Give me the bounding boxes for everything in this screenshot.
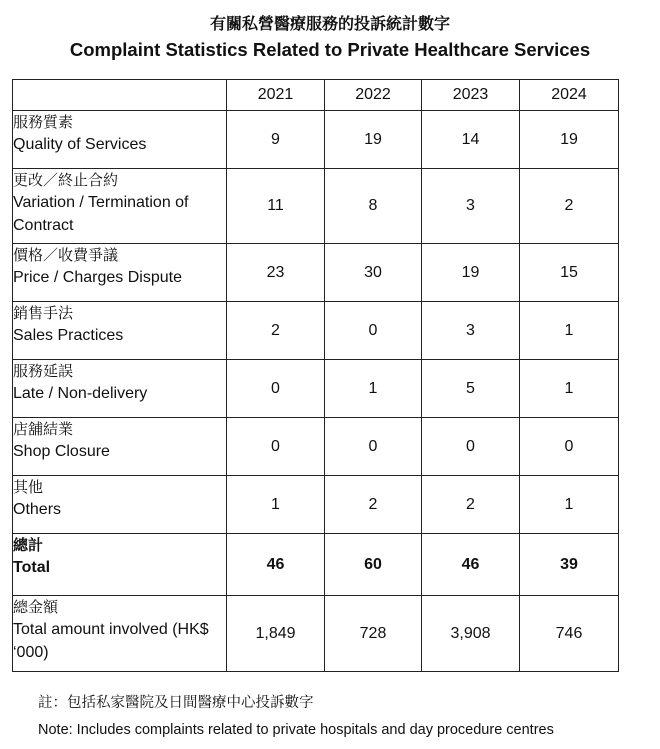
row-label-english: Shop Closure	[13, 443, 110, 460]
row-label-chinese: 總計	[13, 536, 44, 554]
row-label	[13, 111, 227, 169]
row-label-chinese: 服務質素	[13, 113, 74, 131]
table-cell: 1,849	[227, 596, 325, 672]
table-cell: 2	[520, 169, 619, 244]
row-label	[13, 418, 227, 476]
table-cell: 0	[227, 418, 325, 476]
row-label	[13, 476, 227, 534]
row-label-english: Price / Charges Dispute	[13, 269, 182, 286]
table-row	[13, 476, 619, 534]
table-cell: 0	[325, 302, 422, 360]
table-cell: 5	[422, 360, 520, 418]
year-header: 2024	[520, 80, 619, 111]
row-label-english: Total amount involved (HK$ ‘000)	[13, 621, 209, 661]
row-label-chinese: 總金額	[13, 598, 59, 616]
table-cell: 1	[520, 302, 619, 360]
table-cell: 1	[520, 476, 619, 534]
table-row	[13, 302, 619, 360]
row-label-chinese: 價格／收費爭議	[13, 246, 119, 264]
table-cell: 46	[422, 534, 520, 596]
table-cell: 3	[422, 302, 520, 360]
table-cell: 2	[422, 476, 520, 534]
row-label-english: Others	[13, 501, 62, 518]
table-cell: 8	[325, 169, 422, 244]
table-row	[13, 360, 619, 418]
table-cell: 1	[227, 476, 325, 534]
table-cell: 14	[422, 111, 520, 169]
table-cell: 0	[325, 418, 422, 476]
table-cell: 1	[520, 360, 619, 418]
total-row	[13, 534, 619, 596]
row-label-english: Late / Non-delivery	[13, 385, 148, 402]
table-row	[13, 244, 619, 302]
row-label	[13, 169, 227, 244]
table-cell: 15	[520, 244, 619, 302]
table-cell: 1	[325, 360, 422, 418]
row-label-english: Quality of Services	[13, 136, 147, 153]
table-cell: 746	[520, 596, 619, 672]
footnote-english: Note: Includes complaints related to private hospitals and day procedure centres	[38, 722, 554, 738]
footnote-chinese: 註：包括私家醫院及日間醫療中心投訴數字	[38, 695, 314, 711]
table-cell: 2	[227, 302, 325, 360]
page-title-chinese: 有關私營醫療服務的投訴統計數字	[209, 14, 450, 33]
table-cell: 0	[227, 360, 325, 418]
year-header: 2023	[422, 80, 520, 111]
table-cell: 30	[325, 244, 422, 302]
header-label-cell	[13, 80, 227, 111]
table-cell: 3	[422, 169, 520, 244]
table-cell: 19	[520, 111, 619, 169]
table-cell: 11	[227, 169, 325, 244]
table-cell: 0	[422, 418, 520, 476]
table-cell: 728	[325, 596, 422, 672]
amount-row	[13, 596, 619, 672]
table-cell: 0	[520, 418, 619, 476]
table-cell: 46	[227, 534, 325, 596]
table-cell: 19	[325, 111, 422, 169]
table-cell: 60	[325, 534, 422, 596]
year-header: 2021	[227, 80, 325, 111]
complaint-statistics-table	[12, 79, 619, 672]
table-row	[13, 111, 619, 169]
row-label-chinese: 其他	[13, 478, 44, 496]
row-label-chinese: 更改／終止合約	[13, 171, 119, 189]
row-label-english: Total	[13, 559, 51, 576]
table-cell: 3,908	[422, 596, 520, 672]
row-label	[13, 244, 227, 302]
page-title-english: Complaint Statistics Related to Private Healthcare Services	[69, 39, 591, 60]
table-cell: 19	[422, 244, 520, 302]
row-label	[13, 360, 227, 418]
row-label	[13, 596, 227, 672]
row-label-chinese: 銷售手法	[13, 304, 74, 322]
row-label	[13, 534, 227, 596]
row-label-chinese: 服務延誤	[13, 362, 74, 380]
table-cell: 39	[520, 534, 619, 596]
table-cell: 9	[227, 111, 325, 169]
row-label	[13, 302, 227, 360]
row-label-english: Variation / Termination of Contract	[13, 194, 189, 234]
row-label-english: Sales Practices	[13, 327, 124, 344]
table-header-row	[13, 80, 619, 111]
table-cell: 2	[325, 476, 422, 534]
year-header: 2022	[325, 80, 422, 111]
row-label-chinese: 店舖結業	[13, 420, 74, 438]
table-cell: 23	[227, 244, 325, 302]
table-row	[13, 169, 619, 244]
table-row	[13, 418, 619, 476]
